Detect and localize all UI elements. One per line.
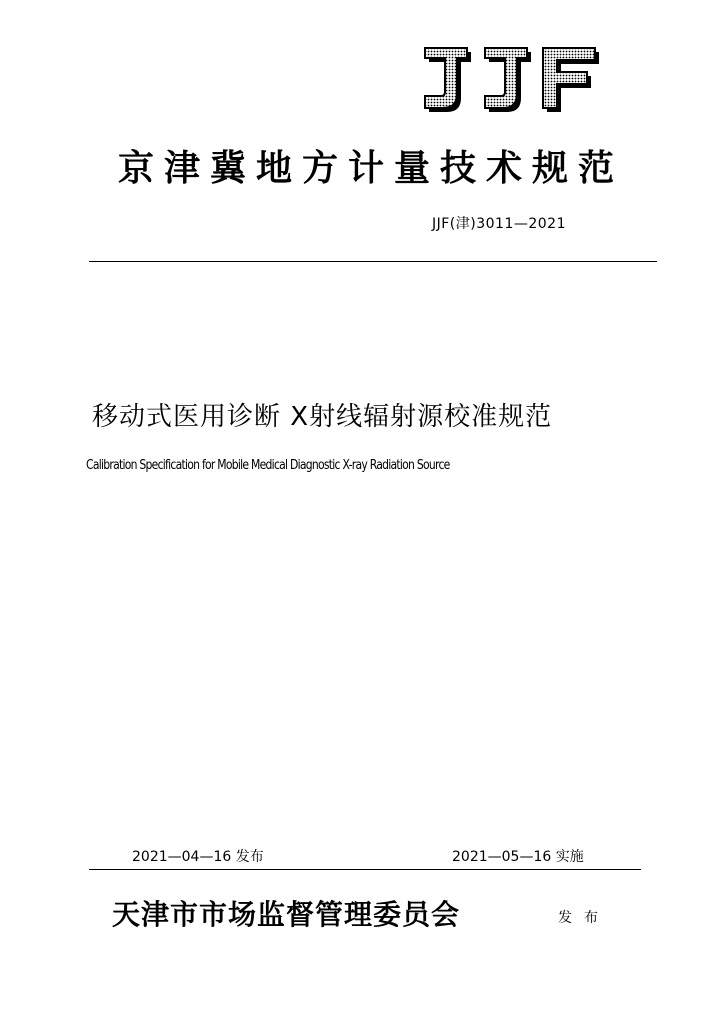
top-divider [89, 261, 657, 262]
bottom-divider [89, 869, 641, 870]
implementation-date: 2021—05—16 实施 [452, 849, 584, 865]
logo-letter-j-1 [425, 48, 471, 112]
jjf-logo [415, 44, 603, 112]
logo-letter-f [543, 48, 599, 112]
issued-label: 发布 [558, 910, 610, 926]
document-title-chinese: 移动式医用诊断 X射线辐射源校准规范 [92, 402, 553, 432]
issuing-authority: 天津市市场监督管理委员会 [112, 898, 461, 931]
logo-letter-j-2 [485, 48, 531, 112]
document-title-english: Calibration Specification for Mobile Medical Diagnostic X-ray Radiation Source [86, 458, 450, 473]
issue-date: 2021—04—16 发布 [132, 849, 264, 865]
document-number: JJF(津)3011—2021 [432, 216, 566, 232]
standard-category-heading: 京津冀地方计量技术规范 [118, 147, 625, 189]
